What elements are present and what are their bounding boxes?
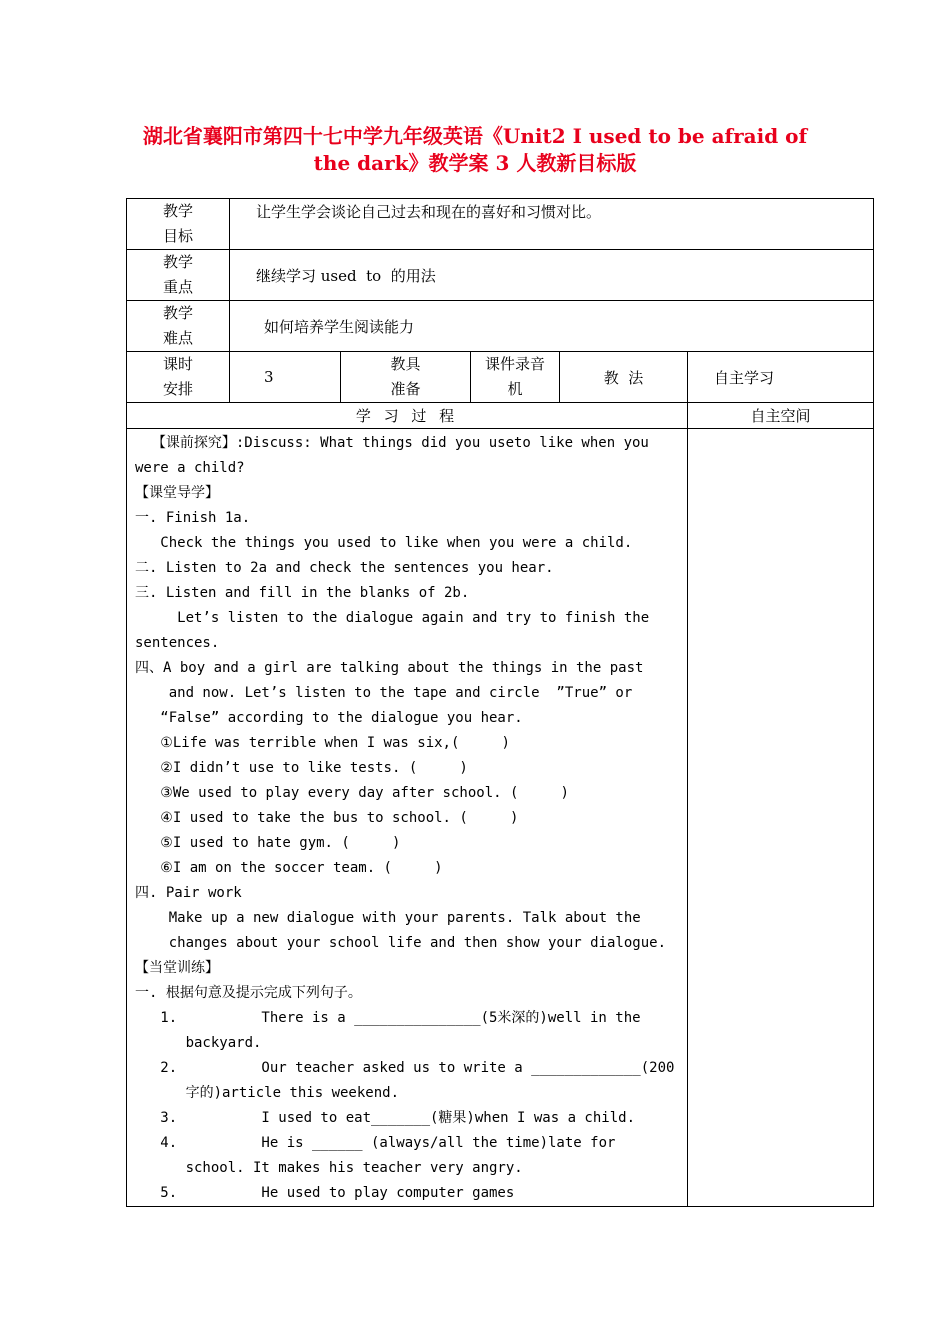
- lesson-plan-table: [126, 198, 874, 1207]
- goal-text: 让学生学会谈论自己过去和现在的喜好和习惯对比。: [230, 199, 874, 250]
- row-key-point: [127, 250, 874, 301]
- content-line: 一. Finish 1a.: [135, 510, 251, 526]
- content-line: 2. Our teacher asked us to write a _____________(200: [135, 1060, 675, 1076]
- content-line: 二. Listen to 2a and check the sentences you hear.: [135, 560, 554, 576]
- process-header: 学 习 过 程: [127, 403, 688, 429]
- content-line: were a child?: [135, 460, 245, 476]
- row-process-header: [127, 403, 874, 429]
- key-point-label: 教学 重点: [127, 250, 230, 301]
- row-process-content: [127, 429, 874, 1207]
- content-line: backyard.: [135, 1035, 262, 1051]
- content-line: 【课前探究】:Discuss: What things did you useto like when you: [135, 435, 649, 451]
- content-line: ①Life was terrible when I was six,( ): [135, 735, 510, 751]
- title-line-2: the dark》教学案 3 人教新目标版: [313, 151, 637, 175]
- document-title: [120, 123, 830, 177]
- content-line: ⑥I am on the soccer team. ( ): [135, 860, 443, 876]
- content-line: changes about your school life and then show your dialogue.: [135, 935, 667, 951]
- content-line: 【当堂训练】: [135, 960, 219, 976]
- content-line: Make up a new dialogue with your parents. Talk about the: [135, 910, 641, 926]
- process-content: [127, 429, 688, 1207]
- content-line: 字的)article this weekend.: [135, 1085, 400, 1101]
- tools-value: 课件录音 机: [471, 352, 560, 403]
- difficulty-label: 教学 难点: [127, 301, 230, 352]
- schedule-value: 3: [230, 352, 341, 403]
- content-line: 四. Pair work: [135, 885, 242, 901]
- key-point-text: 继续学习 used to 的用法: [230, 250, 874, 301]
- schedule-label: 课时 安排: [127, 352, 230, 403]
- content-line: 4. He is ______ (always/all the time)late for: [135, 1135, 616, 1151]
- content-line: 3. I used to eat_______(糖果)when I was a child.: [135, 1110, 636, 1126]
- content-line: 5. He used to play computer games: [135, 1185, 515, 1201]
- goal-label: 教学 目标: [127, 199, 230, 250]
- self-space-cell: [688, 429, 874, 1207]
- method-label: 教 法: [560, 352, 688, 403]
- content-line: 四、A boy and a girl are talking about the things in the past: [135, 660, 644, 676]
- content-line: 1. There is a _______________(5米深的)well in the: [135, 1010, 641, 1026]
- content-line: “False” according to the dialogue you hear.: [135, 710, 523, 726]
- content-line: 【课堂导学】: [135, 485, 219, 501]
- difficulty-text: 如何培养学生阅读能力: [230, 301, 874, 352]
- row-schedule: [127, 352, 874, 403]
- content-line: 三. Listen and fill in the blanks of 2b.: [135, 585, 470, 601]
- content-line: Let’s listen to the dialogue again and try to finish the: [135, 610, 650, 626]
- content-line: ②I didn’t use to like tests. ( ): [135, 760, 468, 776]
- content-line: and now. Let’s listen to the tape and circle ”True” or: [135, 685, 633, 701]
- content-line: school. It makes his teacher very angry.: [135, 1160, 523, 1176]
- content-line: sentences.: [135, 635, 220, 651]
- tools-label: 教具 准备: [341, 352, 471, 403]
- self-space-header: 自主空间: [688, 403, 874, 429]
- content-line: 一. 根据句意及提示完成下列句子。: [135, 985, 362, 1001]
- content-line: ④I used to take the bus to school. ( ): [135, 810, 519, 826]
- row-goal: [127, 199, 874, 250]
- content-line: ⑤I used to hate gym. ( ): [135, 835, 401, 851]
- title-line-1: 湖北省襄阳市第四十七中学九年级英语《Unit2 I used to be afraid of: [142, 124, 808, 148]
- content-line: ③We used to play every day after school. ( ): [135, 785, 569, 801]
- method-value: 自主学习: [688, 352, 874, 403]
- content-line: Check the things you used to like when you were a child.: [135, 535, 633, 551]
- row-difficulty: [127, 301, 874, 352]
